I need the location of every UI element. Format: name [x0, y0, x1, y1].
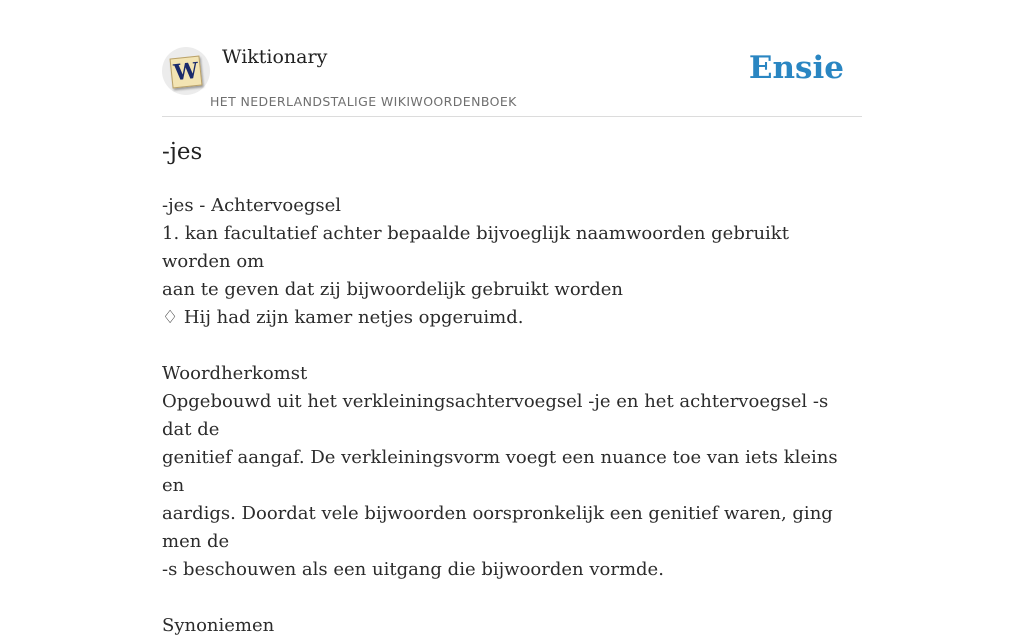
etymology-line: -s beschouwen als een uitgang die bijwoorden vormde. [162, 559, 664, 580]
site-tagline: HET NEDERLANDSTALIGE WIKIWOORDENBOEK [210, 94, 517, 109]
definition-line: 1. kan facultatief achter bepaalde bijvoeglijk naamwoorden gebruikt worden om [162, 223, 789, 272]
entry-content [162, 192, 862, 640]
definition-line: aan te geven dat zij bijwoordelijk gebruikt worden [162, 279, 624, 300]
logo-tile: W [170, 56, 203, 89]
site-header [162, 40, 862, 117]
example-sentence: ♢ Hij had zijn kamer netjes opgeruimd. [162, 307, 524, 328]
site-name[interactable]: Wiktionary [222, 46, 328, 68]
entry-heading: -jes - Achtervoegsel [162, 195, 342, 216]
spacer [162, 584, 862, 612]
etymology-line: genitief aangaf. De verkleiningsvorm voegt een nuance toe van iets kleins en [162, 447, 838, 496]
etymology-heading: Woordherkomst [162, 363, 308, 384]
etymology-line: Opgebouwd uit het verkleiningsachtervoegsel -je en het achtervoegsel -s dat de [162, 391, 829, 440]
page-title: -jes [162, 139, 203, 165]
wiktionary-logo-icon[interactable] [162, 47, 210, 95]
spacer [162, 332, 862, 360]
synonyms-heading: Synoniemen [162, 615, 275, 636]
etymology-line: aardigs. Doordat vele bijwoorden oorspronkelijk een genitief waren, ging men de [162, 503, 833, 552]
ensie-brand-link[interactable]: Ensie [748, 50, 844, 86]
